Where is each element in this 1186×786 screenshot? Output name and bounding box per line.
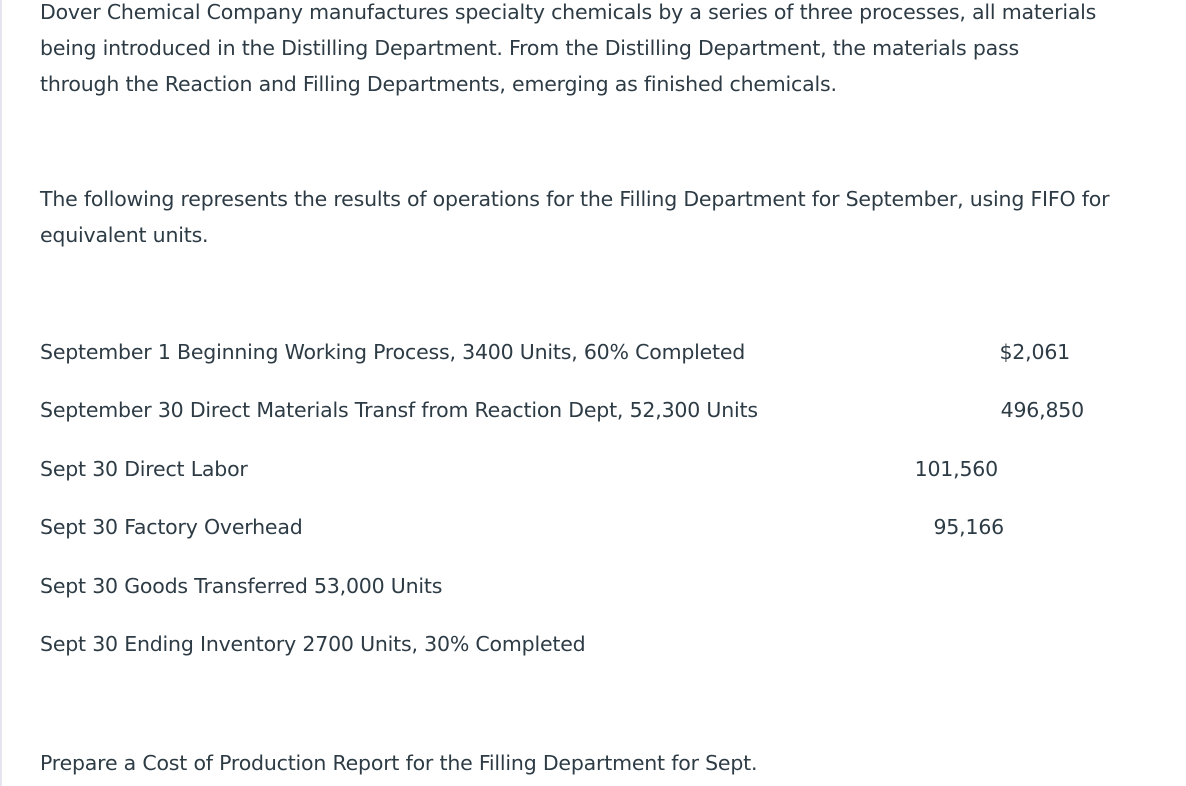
- list-item: [40, 392, 1160, 428]
- list-item: [40, 626, 1160, 662]
- item-amount: $2,061: [999, 340, 1070, 364]
- item-label: Sept 30 Ending Inventory 2700 Units, 30% Completed: [40, 632, 586, 656]
- instruction-text: Prepare a Cost of Production Report for the Filling Department for Sept.: [40, 751, 758, 775]
- item-label: September 30 Direct Materials Transf from Reaction Dept, 52,300 Units: [40, 398, 758, 422]
- list-item: [40, 509, 1160, 545]
- item-amount: 496,850: [1000, 398, 1084, 422]
- list-item: [40, 568, 1160, 604]
- item-label: September 1 Beginning Working Process, 3400 Units, 60% Completed: [40, 340, 746, 364]
- item-label: Sept 30 Direct Labor: [40, 457, 248, 481]
- intro-paragraph-2: The following represents the results of operations for the Filling Department for September, using FIFO for equivalent units.: [40, 187, 1110, 247]
- list-item: [40, 451, 1160, 487]
- item-label: Sept 30 Factory Overhead: [40, 515, 303, 539]
- item-amount: 101,560: [914, 457, 998, 481]
- item-amount: 95,166: [933, 515, 1004, 539]
- item-label: Sept 30 Goods Transferred 53,000 Units: [40, 574, 443, 598]
- left-border: [0, 0, 2, 786]
- intro-paragraph-1: Dover Chemical Company manufactures specialty chemicals by a series of three processes, all materials being introduced in the Distilling Department. From the Distilling Department, the materials pass through the Reaction and Filling Departments, emerging as finished chemicals.: [40, 0, 1097, 96]
- list-item: [40, 334, 1160, 370]
